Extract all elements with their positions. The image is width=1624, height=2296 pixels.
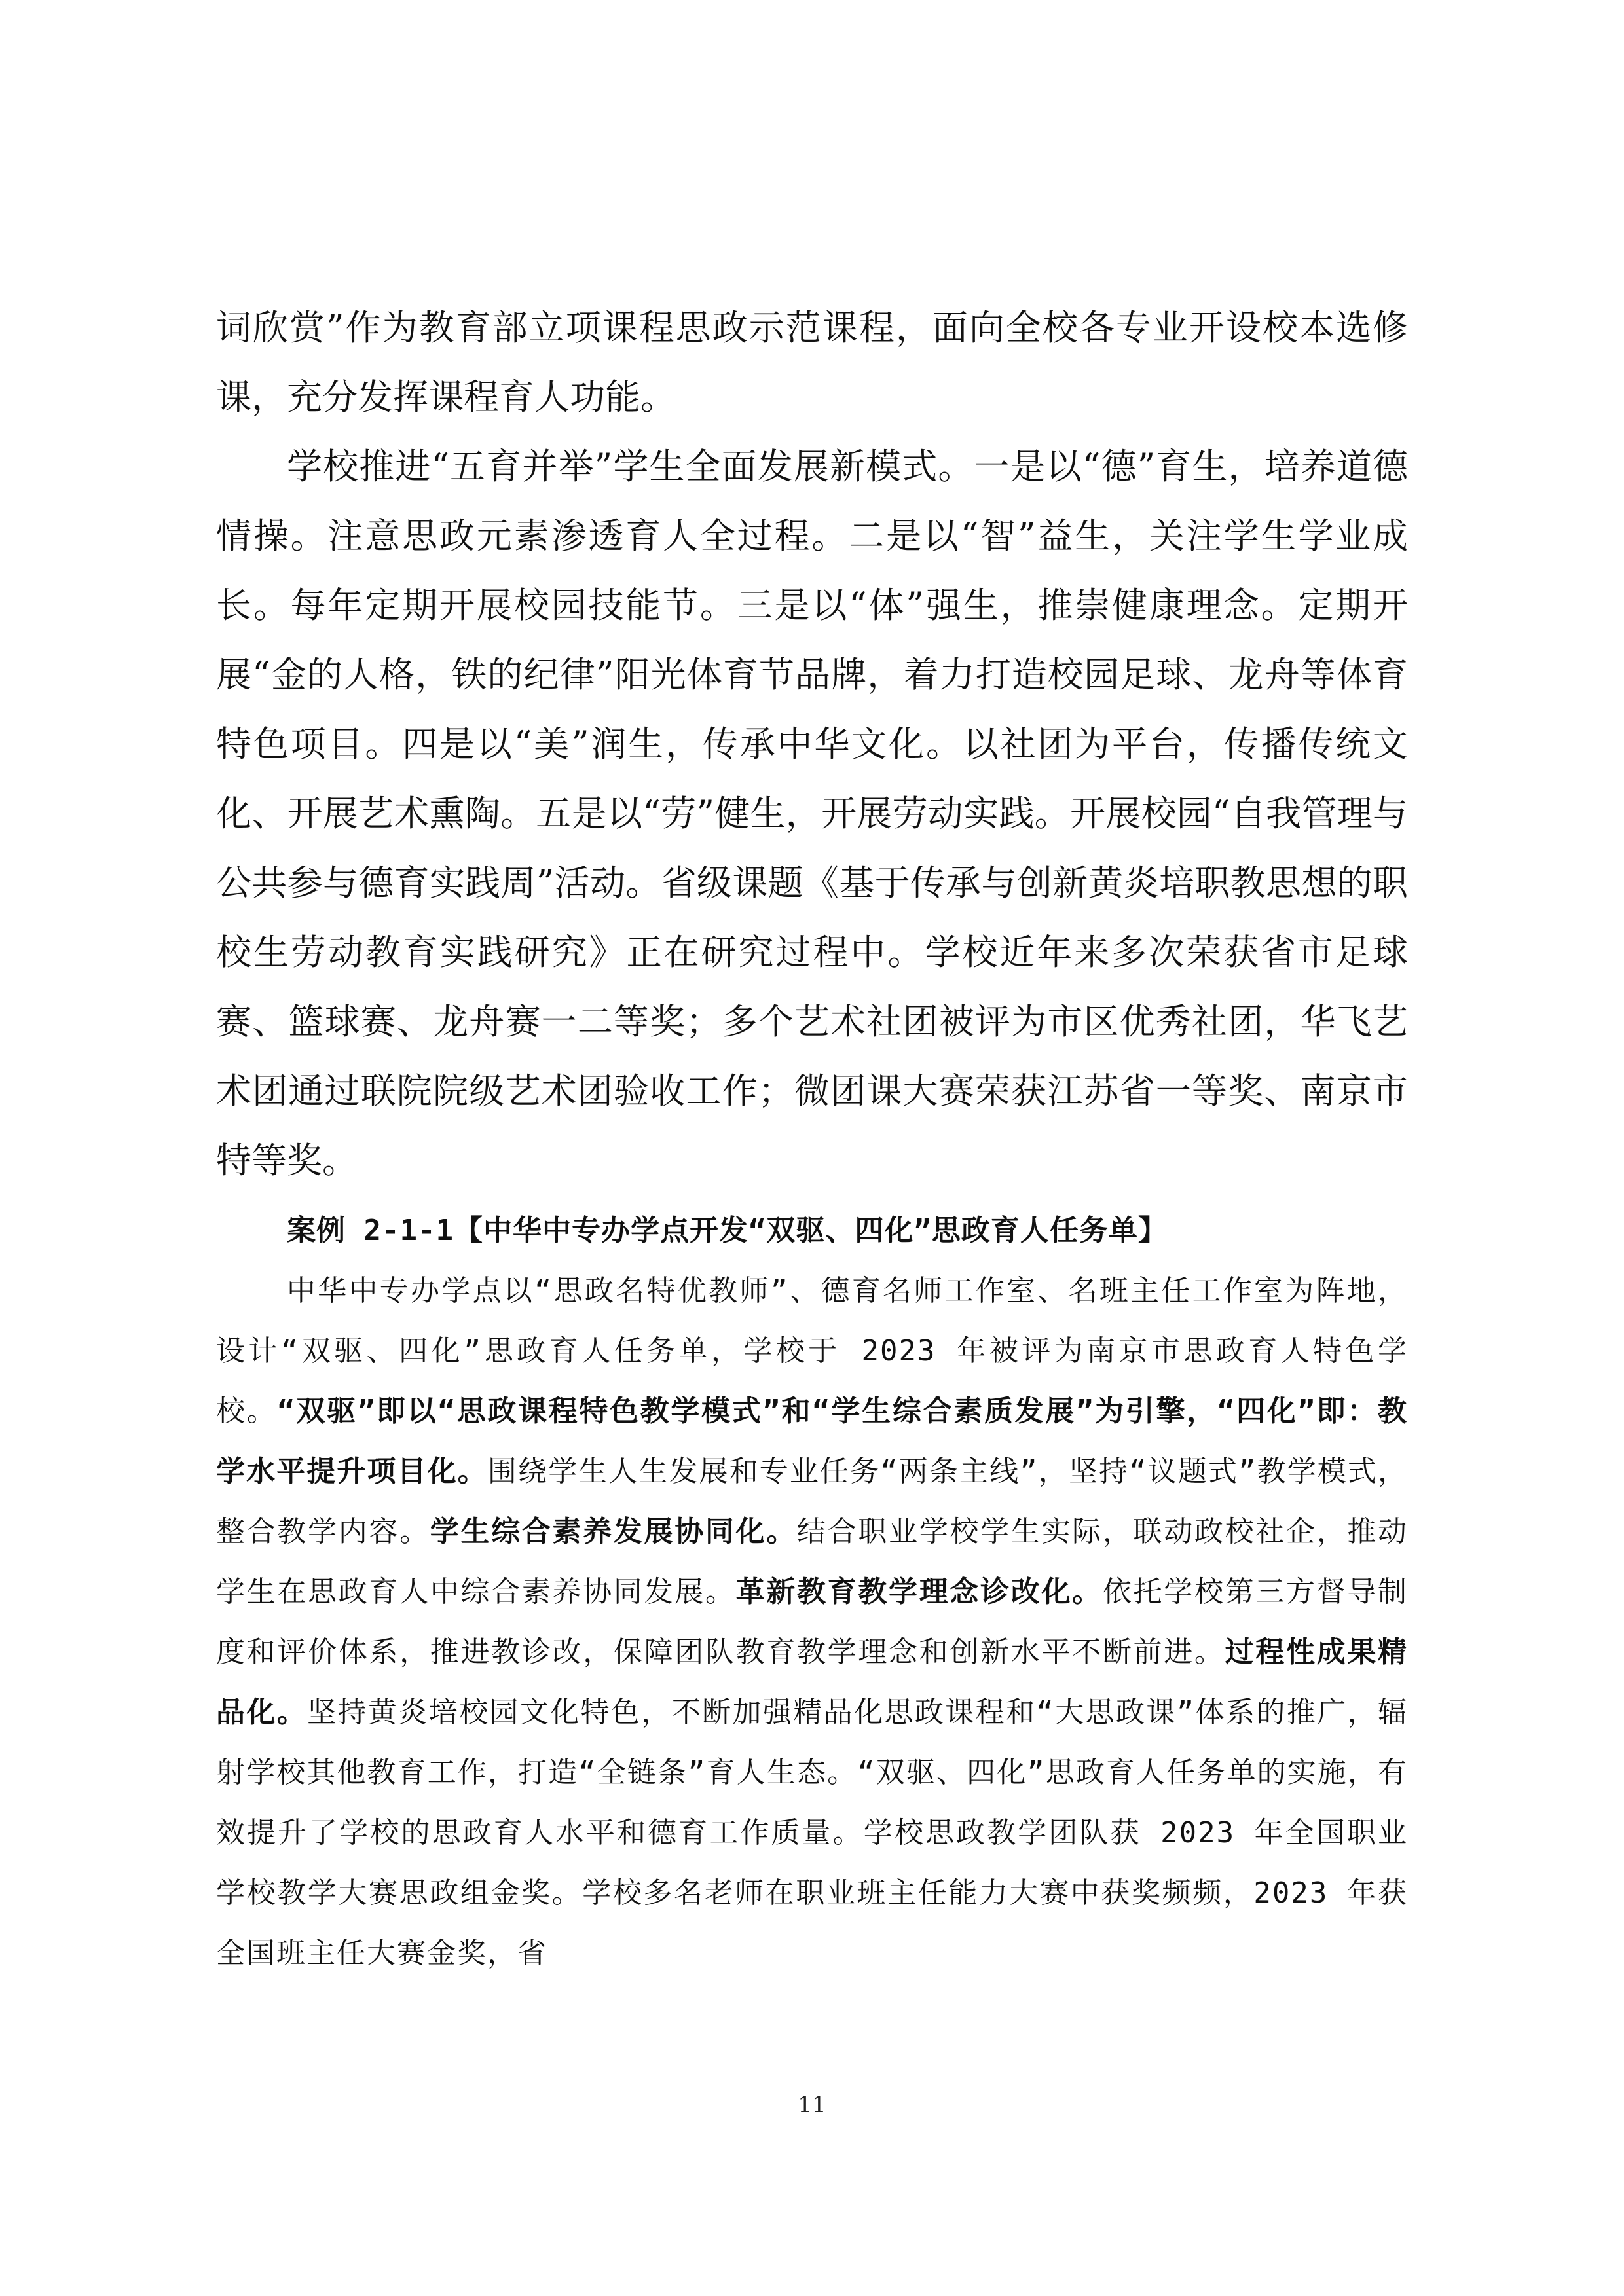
case-bold-segment: 革新教育教学理念诊改化。 bbox=[735, 1575, 1103, 1609]
case-body bbox=[216, 1261, 1408, 1984]
case-text-segment: 坚持黄炎培校园文化特色，不断加强精品化思政课程和“大思政课”体系的推广，辐射学校其他教育工作，打造“全链条”育人生态。“双驱、四化”思政育人任务单的实施，有效提升了学校的思政育人水平和德育工作质量。学校思政教学团队获 2023 年全国职业学校教学大赛思政组金奖。学校多名老师在职业班主任能力大赛中获奖频频，2023 年获全国班主任大赛金奖，省 bbox=[216, 1696, 1408, 1970]
paragraph-five-education: 学校推进“五育并举”学生全面发展新模式。一是以“德”育生，培养道德情操。注意思政元素渗透育人全过程。二是以“智”益生，关注学生学业成长。每年定期开展校园技能节。三是以“体”强生，推崇健康理念。定期开展“金的人格，铁的纪律”阳光体育节品牌，着力打造校园足球、龙舟等体育特色项目。四是以“美”润生，传承中华文化。以社团为平台，传播传统文化、开展艺术熏陶。五是以“劳”健生，开展劳动实践。开展校园“自我管理与公共参与德育实践周”活动。省级课题《基于传承与创新黄炎培职教思想的职校生劳动教育实践研究》正在研究过程中。学校近年来多次荣获省市足球赛、篮球赛、龙舟赛一二等奖；多个艺术社团被评为市区优秀社团，华飞艺术团通过联院院级艺术团验收工作；微团课大赛荣获江苏省一等奖、南京市特等奖。 bbox=[216, 446, 1408, 1181]
case-text-segment: 结合职业学校学生实际，联动政校社企，推动学生在思政育人中综合素养协同发展。 bbox=[216, 1515, 1409, 1609]
page-number: 11 bbox=[798, 2092, 826, 2118]
case-text-segment: 依托学校第三方督导制度和评价体系，推进教诊改，保障团队教育教学理念和创新水平不断前进。 bbox=[216, 1575, 1409, 1669]
case-bold-segment: 学生综合素养发展协同化。 bbox=[430, 1515, 798, 1548]
paragraph-continued: 词欣赏”作为教育部立项课程思政示范课程，面向全校各专业开设校本选修课，充分发挥课程育人功能。 bbox=[216, 307, 1408, 418]
case-bold-segment: 过程性成果精品化。 bbox=[216, 1635, 1408, 1729]
case-title: 案例 2-1-1【中华中专办学点开发“双驱、四化”思政育人任务单】 bbox=[287, 1214, 1168, 1247]
document-body bbox=[216, 293, 1408, 1984]
case-text-segment: 中华中专办学点以“思政名特优教师”、德育名师工作室、名班主任工作室为阵地，设计“双驱、四化”思政育人任务单，学校于 2023 年被评为南京市思政育人特色学校。 bbox=[216, 1274, 1408, 1428]
case-text-segment: 围绕学生人生发展和专业任务“两条主线”，坚持“议题式”教学模式，整合教学内容。 bbox=[216, 1455, 1408, 1548]
case-bold-segment: “双驱”即以“思政课程特色教学模式”和“学生综合素质发展”为引擎，“四化”即：教学水平提升项目化。 bbox=[216, 1394, 1409, 1488]
